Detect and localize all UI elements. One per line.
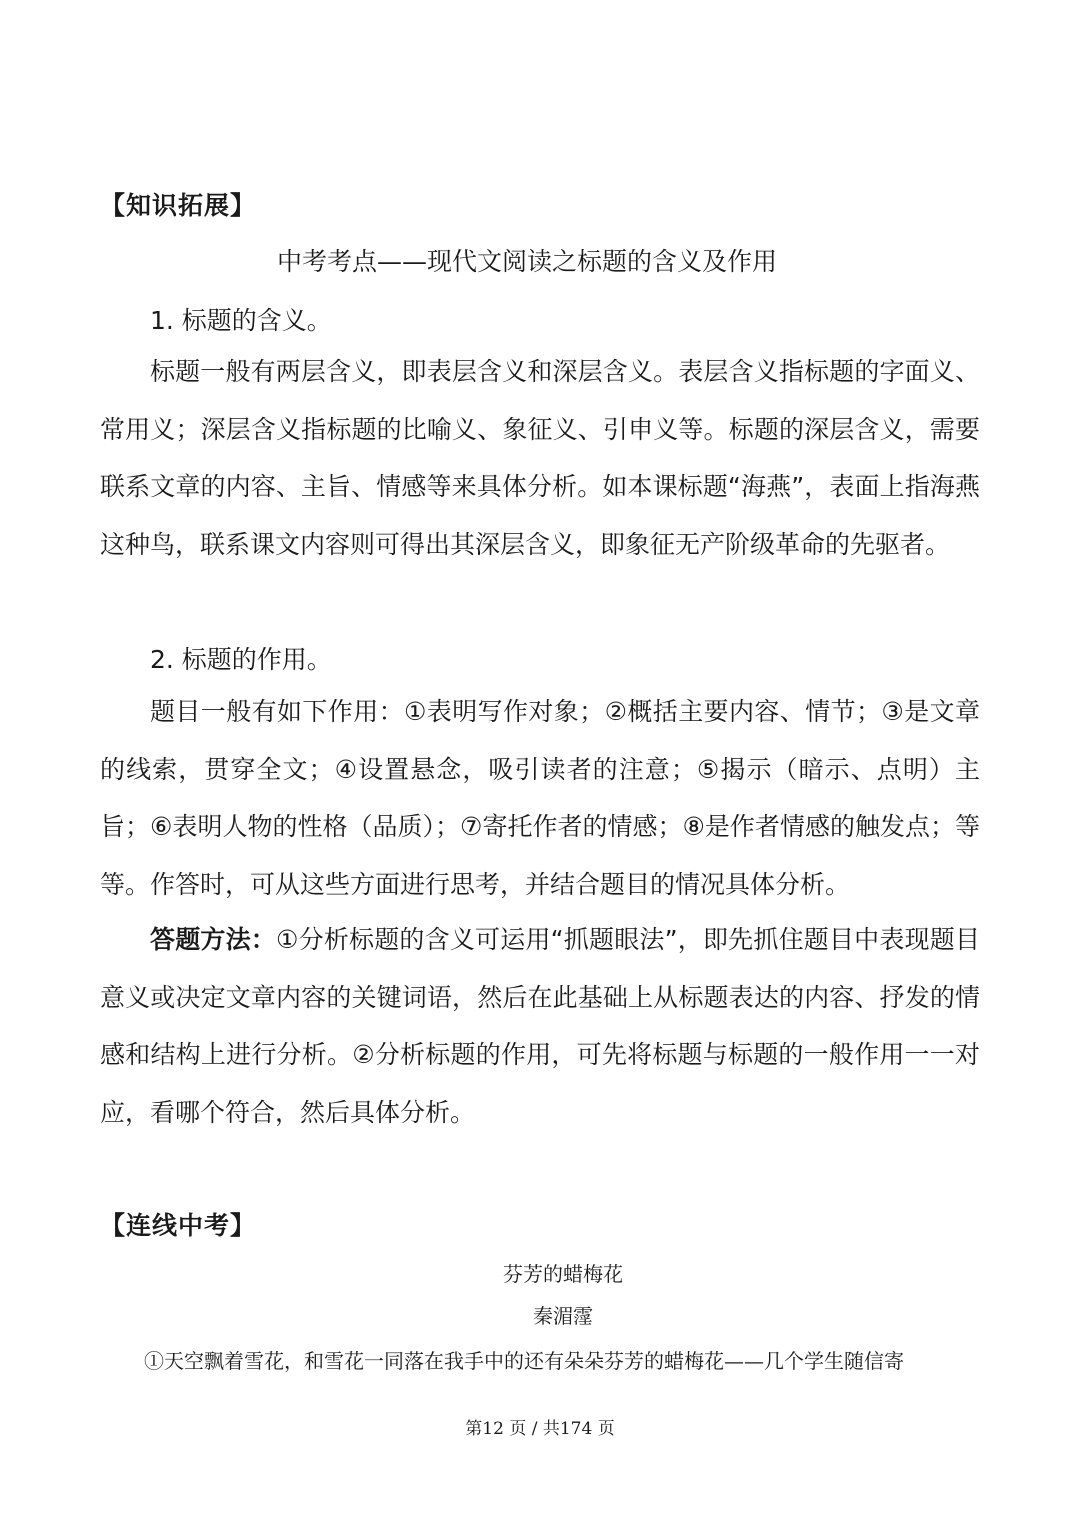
section-heading-exam: 【连线中考】 (100, 1211, 257, 1240)
point2-label: 2. 标题的作用。 (150, 645, 332, 674)
article-author: 秦湄霪 (533, 1304, 593, 1328)
section-heading-knowledge: 【知识拓展】 (100, 191, 257, 220)
article-first-line: ①天空飘着雪花，和雪花一同落在我手中的还有朵朵芬芳的蜡梅花——几个学生随信寄 (144, 1349, 904, 1373)
page-footer: 第12 页 / 共174 页 (465, 1419, 615, 1439)
method-paragraph (100, 911, 980, 1141)
method-label: 答题方法： (150, 925, 277, 954)
point1-paragraph: 标题一般有两层含义，即表层含义和深层含义。表层含义指标题的字面义、常用义；深层含义指标题的比喻义、象征义、引申义等。标题的深层含义，需要联系文章的内容、主旨、情感等来具体分析。如本课标题“海燕”，表面上指海燕这种鸟，联系课文内容则可得出其深层含义，即象征无产阶级革命的先驱者。 (100, 357, 980, 559)
article-title: 芬芳的蜡梅花 (503, 1262, 623, 1286)
point2-paragraph: 题目一般有如下作用：①表明写作对象；②概括主要内容、情节；③是文章的线索，贯穿全文；④设置悬念，吸引读者的注意；⑤揭示（暗示、点明）主旨；⑥表明人物的性格（品质）；⑦寄托作者的情感；⑧是作者情感的触发点；等等。作答时，可从这些方面进行思考，并结合题目的情况具体分析。 (100, 697, 980, 899)
method-text: ①分析标题的含义可运用“抓题眼法”，即先抓住题目中表现题目意义或决定文章内容的关键词语，然后在此基础上从标题表达的内容、抒发的情感和结构上进行分析。②分析标题的作用，可先将标题与标题的一般作用一一对应，看哪个符合，然后具体分析。 (100, 925, 980, 1127)
section-title: 中考考点——现代文阅读之标题的含义及作用 (276, 247, 777, 276)
point1-label: 1. 标题的含义。 (150, 306, 332, 335)
